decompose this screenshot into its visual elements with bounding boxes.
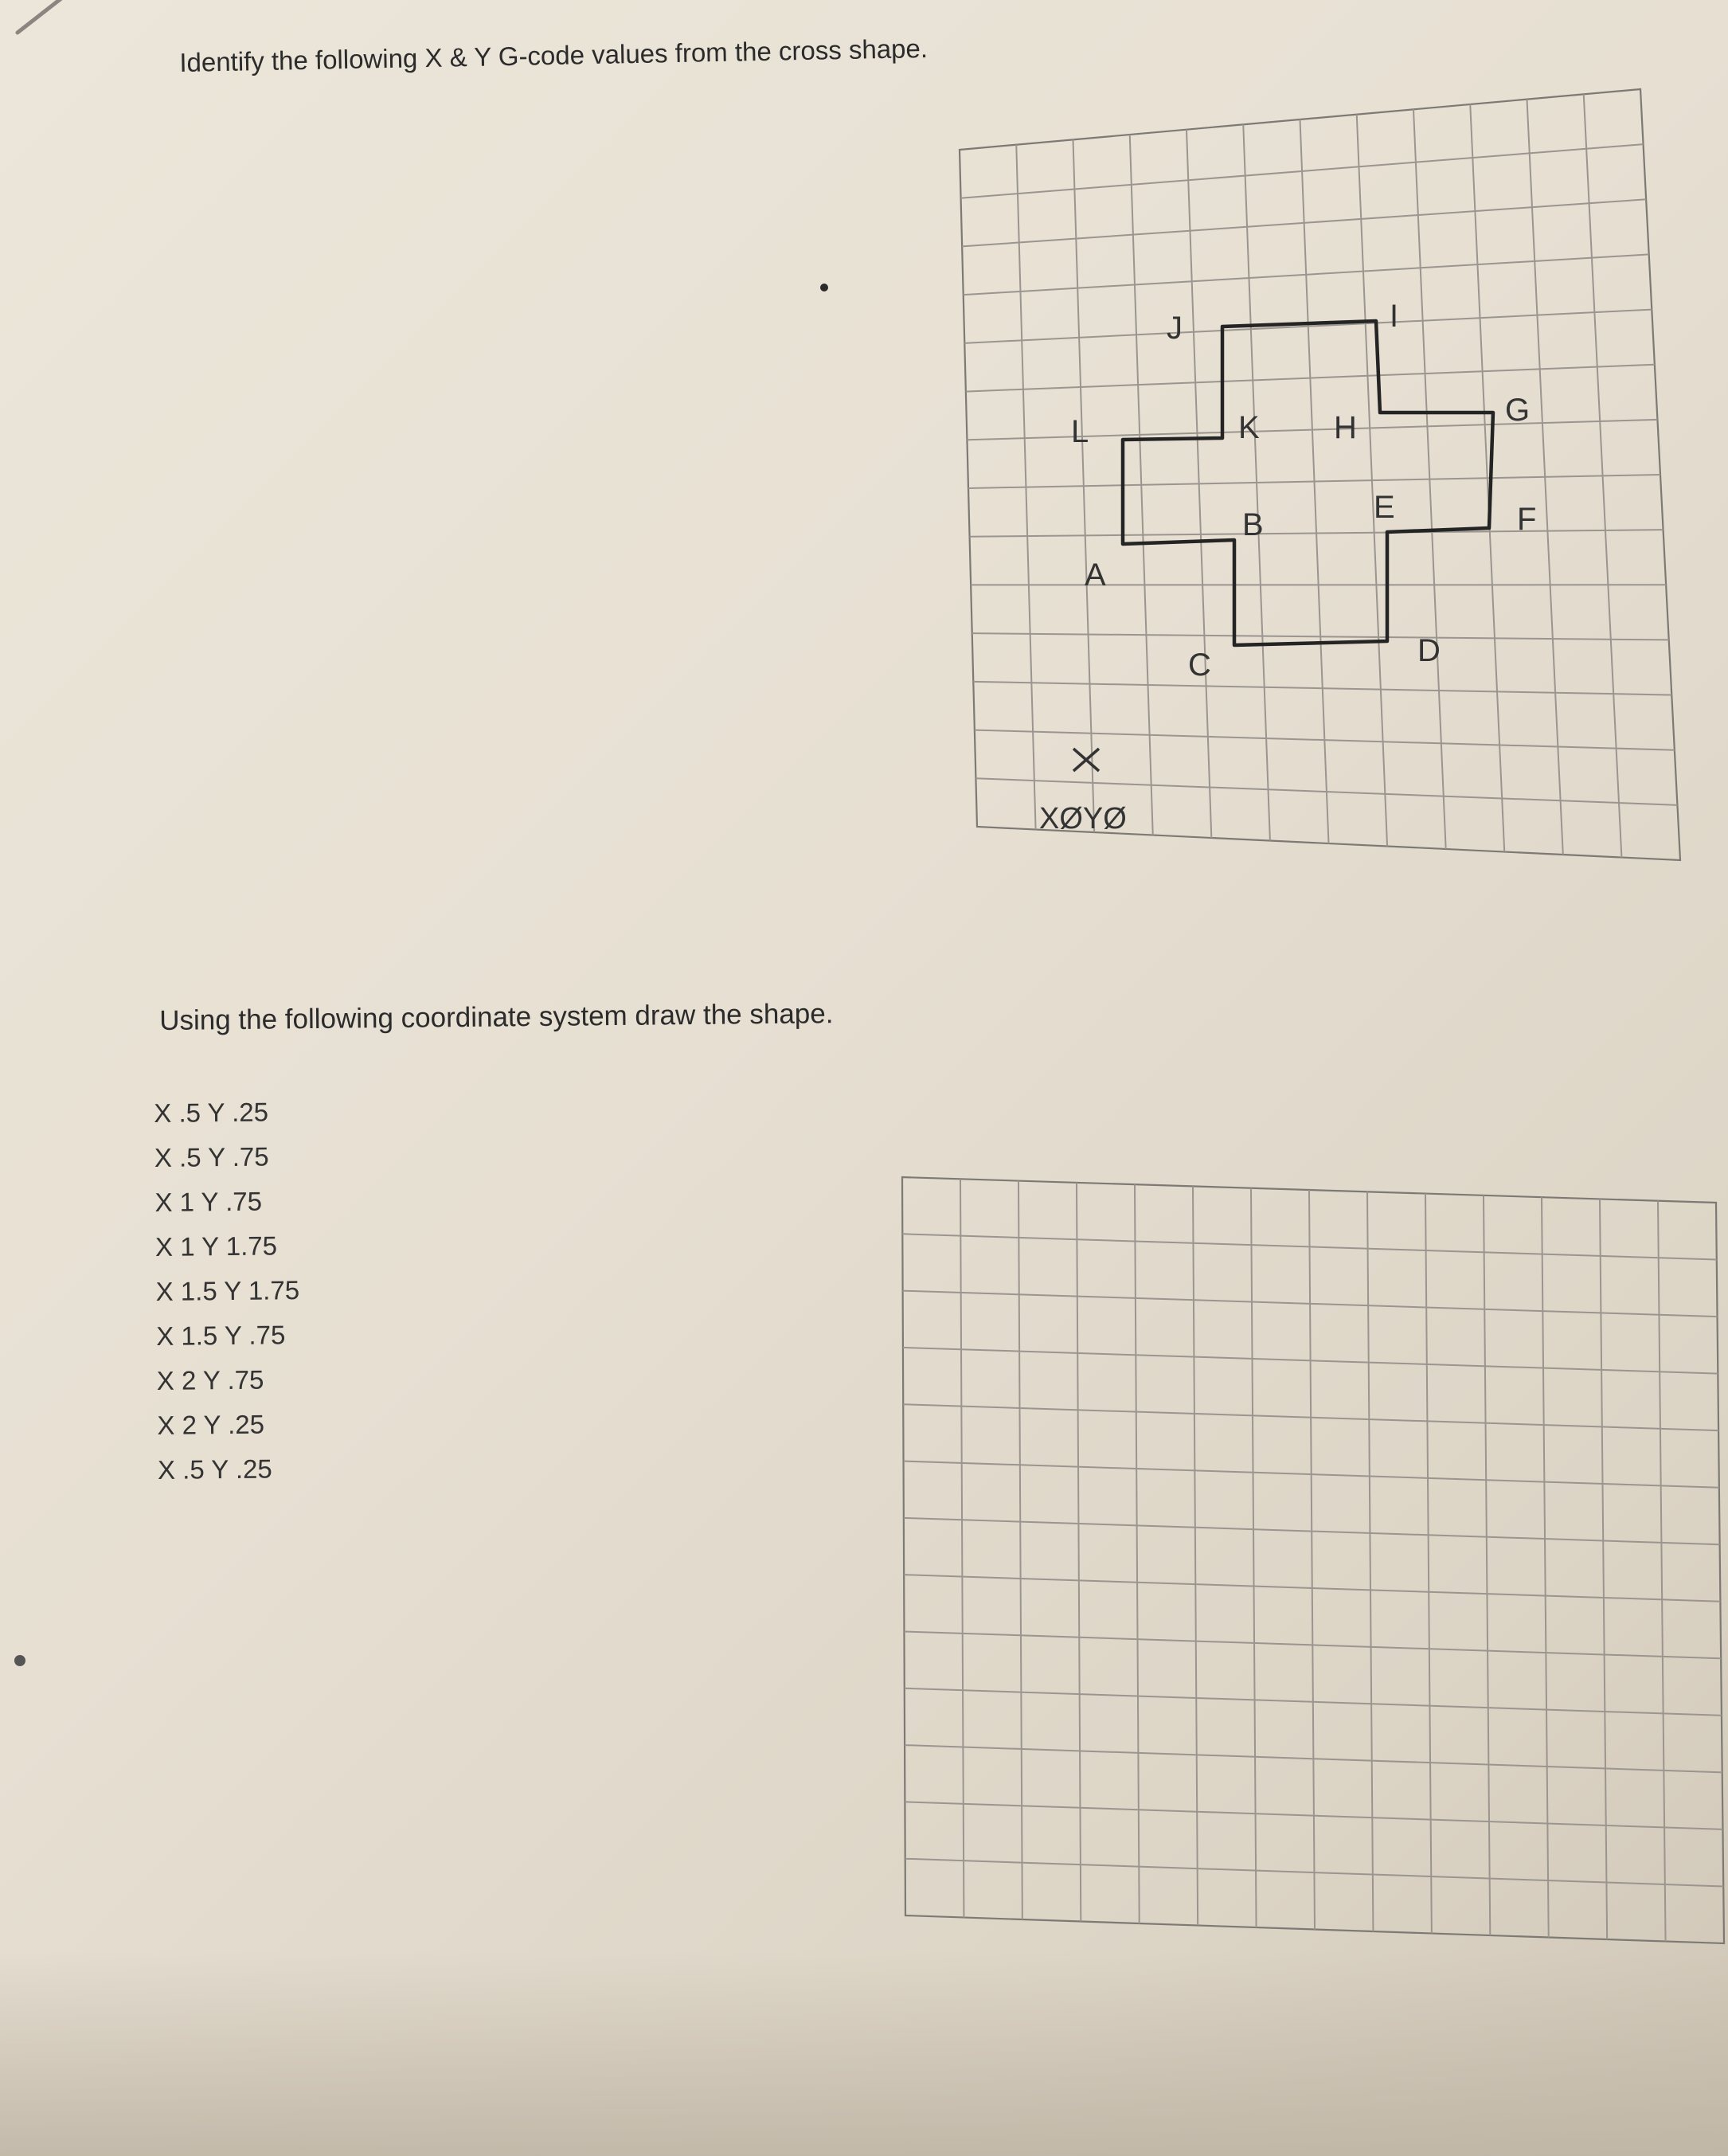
- grid-line-vertical: [1193, 1186, 1198, 1925]
- point-label-b: B: [1242, 507, 1264, 542]
- point-label-f: F: [1517, 502, 1537, 537]
- grid-line-vertical: [1018, 1181, 1022, 1919]
- point-label-d: D: [1417, 633, 1441, 668]
- origin-label: XØYØ: [1039, 802, 1127, 835]
- grid-line-vertical: [1077, 1183, 1081, 1922]
- point-label-g: G: [1505, 393, 1531, 428]
- bottom-grid-lines: [902, 1179, 1723, 1941]
- grid-line-vertical: [1425, 1194, 1432, 1934]
- point-label-j: J: [1167, 311, 1183, 346]
- point-label-i: I: [1390, 299, 1399, 334]
- cross-shape-outline: [1123, 321, 1493, 645]
- coordinate-item: X 1 Y .75: [154, 1186, 263, 1217]
- coordinate-item: X 2 Y .25: [157, 1409, 265, 1440]
- coordinate-item: X 2 Y .75: [156, 1364, 264, 1395]
- draw-instruction: Using the following coordinate system draw the shape.: [159, 998, 834, 1036]
- point-label-c: C: [1188, 648, 1211, 683]
- grid-line-vertical: [1251, 1188, 1257, 1927]
- point-label-h: H: [1334, 410, 1357, 445]
- point-label-a: A: [1085, 558, 1106, 593]
- grid-line-vertical: [1484, 1195, 1490, 1935]
- coordinate-item: X 1.5 Y 1.75: [155, 1275, 300, 1306]
- coordinate-item: X .5 Y .75: [154, 1141, 269, 1172]
- point-label-k: K: [1238, 410, 1260, 445]
- coordinate-item: X 1.5 Y .75: [156, 1320, 286, 1351]
- coordinate-item: X .5 Y .25: [154, 1097, 269, 1128]
- top-grid-lines: [961, 94, 1678, 857]
- grid-line-vertical: [1309, 1190, 1315, 1930]
- grid-line-vertical: [960, 1179, 964, 1917]
- point-label-l: L: [1071, 414, 1089, 449]
- grid-line-vertical: [1600, 1199, 1607, 1939]
- coordinate-list: [154, 1090, 302, 1493]
- coordinate-item: X .5 Y .25: [157, 1454, 272, 1485]
- coordinate-item: X 1 Y 1.75: [154, 1231, 278, 1262]
- grid-line-vertical: [1135, 1184, 1140, 1923]
- point-label-e: E: [1374, 490, 1395, 525]
- identify-instruction: Identify the following X & Y G-code values from the cross shape.: [179, 33, 929, 77]
- grid-line-vertical: [1658, 1201, 1666, 1942]
- origin-marker: [1073, 749, 1099, 771]
- grid-line-vertical: [1367, 1191, 1373, 1931]
- grid-line-vertical: [1542, 1197, 1549, 1937]
